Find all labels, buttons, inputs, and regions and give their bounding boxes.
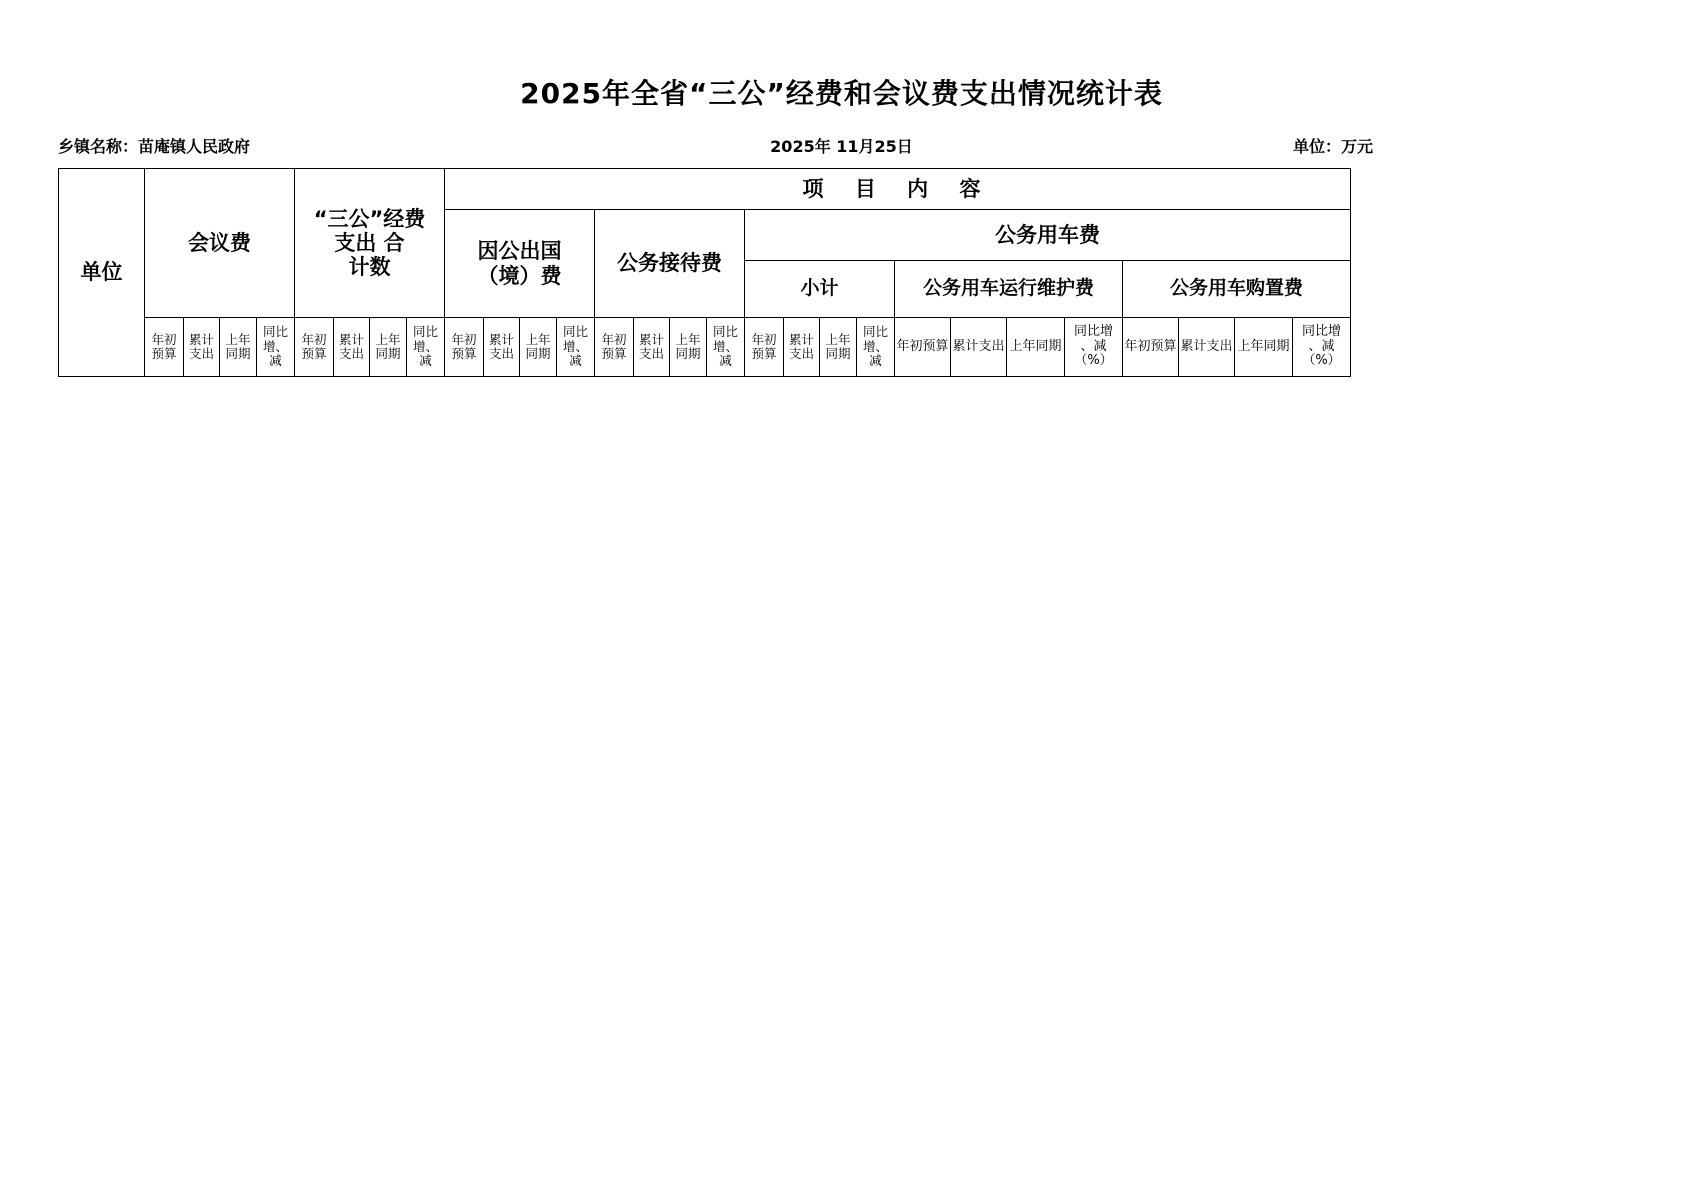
leaf-abroad-lastyear (520, 318, 557, 377)
meta-row (0, 134, 1683, 158)
leaf-line: 同比增 (1301, 323, 1341, 339)
leaf-line: 上年 (825, 331, 851, 347)
leaf-line: 、减 (1308, 338, 1335, 354)
leaf-line: 预算 (151, 346, 177, 361)
header-sangong-total (295, 169, 445, 318)
leaf-vehicle-purchase-cumulative: 累计支出 (1179, 318, 1235, 377)
leaf-line: 同比 (862, 324, 888, 340)
leaf-reception-budget (595, 318, 634, 377)
leaf-vehicle-subtotal-cumulative (784, 318, 820, 377)
leaf-reception-lastyear (670, 318, 707, 377)
leaf-abroad-yoy (557, 318, 595, 377)
leaf-line: 年初 (151, 331, 177, 347)
leaf-line: 累计 (638, 331, 664, 347)
leaf-reception-cumulative (634, 318, 670, 377)
leaf-line: 减 (419, 353, 432, 369)
leaf-vehicle-maint-budget: 年初预算 (895, 318, 951, 377)
leaf-line: 累计 (488, 331, 514, 347)
leaf-vehicle-subtotal-lastyear (820, 318, 857, 377)
currency-unit: 单位：万元 (1292, 137, 1373, 156)
leaf-meeting-budget (145, 318, 184, 377)
leaf-line: 减 (869, 353, 882, 369)
leaf-line: 累计 (188, 331, 214, 347)
leaf-abroad-cumulative (484, 318, 520, 377)
leaf-line: 减 (569, 353, 582, 369)
leaf-line: 同比 (562, 324, 588, 340)
header-reception-fee: 公务接待费 (595, 210, 745, 318)
leaf-line: 年初 (751, 331, 777, 347)
leaf-meeting-lastyear (220, 318, 257, 377)
leaf-line: 支出 (488, 346, 514, 361)
leaf-line: 增、 (862, 338, 888, 354)
table-header-row-4-leaves (59, 318, 1351, 377)
leaf-vehicle-purchase-yoy (1293, 318, 1351, 377)
leaf-meeting-cumulative (184, 318, 220, 377)
leaf-line: 上年 (375, 331, 401, 347)
leaf-line: 预算 (751, 346, 777, 361)
table-header-row-1 (59, 169, 1351, 210)
report-date: 2025年 11月25日 (770, 137, 913, 156)
leaf-vehicle-subtotal-yoy (857, 318, 895, 377)
leaf-line: 同期 (525, 346, 551, 361)
leaf-sangong-yoy (407, 318, 445, 377)
leaf-line: 预算 (301, 346, 327, 361)
header-vehicle-subtotal: 小计 (745, 261, 895, 318)
leaf-vehicle-maint-lastyear: 上年同期 (1007, 318, 1065, 377)
leaf-line: 支出 (788, 346, 814, 361)
header-vehicle-fee: 公务用车费 (745, 210, 1351, 261)
leaf-vehicle-maint-cumulative: 累计支出 (951, 318, 1007, 377)
org-name: 乡镇名称：苗庵镇人民政府 (58, 137, 251, 156)
leaf-line: 同期 (675, 346, 701, 361)
leaf-vehicle-purchase-lastyear: 上年同期 (1235, 318, 1293, 377)
header-unit: 单位 (59, 169, 145, 377)
leaf-line: 同期 (375, 346, 401, 361)
leaf-line: 上年 (225, 331, 251, 347)
statistics-table (58, 168, 1351, 377)
leaf-line: （%） (1302, 353, 1341, 369)
leaf-sangong-cumulative (334, 318, 370, 377)
leaf-meeting-yoy (257, 318, 295, 377)
leaf-line: 预算 (601, 346, 627, 361)
leaf-line: 同比 (262, 324, 288, 340)
leaf-line: 累计 (788, 331, 814, 347)
page-title: 2025年全省“三公”经费和会议费支出情况统计表 (520, 77, 1163, 110)
header-vehicle-maintenance: 公务用车运行维护费 (895, 261, 1123, 318)
leaf-line: 同比增 (1073, 323, 1113, 339)
header-vehicle-purchase: 公务用车购置费 (1123, 261, 1351, 318)
leaf-line: 同比 (712, 324, 738, 340)
leaf-sangong-lastyear (370, 318, 407, 377)
leaf-line: 年初 (451, 331, 477, 347)
leaf-line: 上年 (525, 331, 551, 347)
leaf-abroad-budget (445, 318, 484, 377)
leaf-line: 、减 (1080, 338, 1107, 354)
leaf-line: 同期 (225, 346, 251, 361)
leaf-line: 年初 (601, 331, 627, 347)
leaf-line: 预算 (451, 346, 477, 361)
leaf-vehicle-purchase-budget: 年初预算 (1123, 318, 1179, 377)
leaf-line: （%） (1074, 353, 1113, 369)
leaf-line: 增、 (562, 338, 588, 354)
sangong-line-1: “三公”经费 (313, 206, 426, 231)
leaf-line: 累计 (338, 331, 364, 347)
leaf-line: 增、 (712, 338, 738, 354)
abroad-line-2: （境）费 (477, 263, 562, 288)
leaf-line: 年初 (301, 331, 327, 347)
leaf-vehicle-maint-yoy (1065, 318, 1123, 377)
leaf-line: 增、 (412, 338, 438, 354)
leaf-line: 支出 (188, 346, 214, 361)
header-project-content: 项 目 内 容 (445, 169, 1351, 210)
header-meeting-fee: 会议费 (145, 169, 295, 318)
leaf-line: 同期 (825, 346, 851, 361)
leaf-line: 减 (719, 353, 732, 369)
leaf-line: 支出 (338, 346, 364, 361)
leaf-line: 增、 (262, 338, 288, 354)
leaf-line: 支出 (638, 346, 664, 361)
leaf-line: 上年 (675, 331, 701, 347)
sangong-line-3: 计数 (348, 255, 391, 280)
sangong-line-2: 支出 合 (334, 230, 405, 255)
leaf-vehicle-subtotal-budget (745, 318, 784, 377)
leaf-line: 同比 (412, 324, 438, 340)
leaf-line: 减 (269, 353, 282, 369)
leaf-reception-yoy (707, 318, 745, 377)
abroad-line-1: 因公出国 (477, 239, 562, 264)
header-abroad-fee (445, 210, 595, 318)
leaf-sangong-budget (295, 318, 334, 377)
